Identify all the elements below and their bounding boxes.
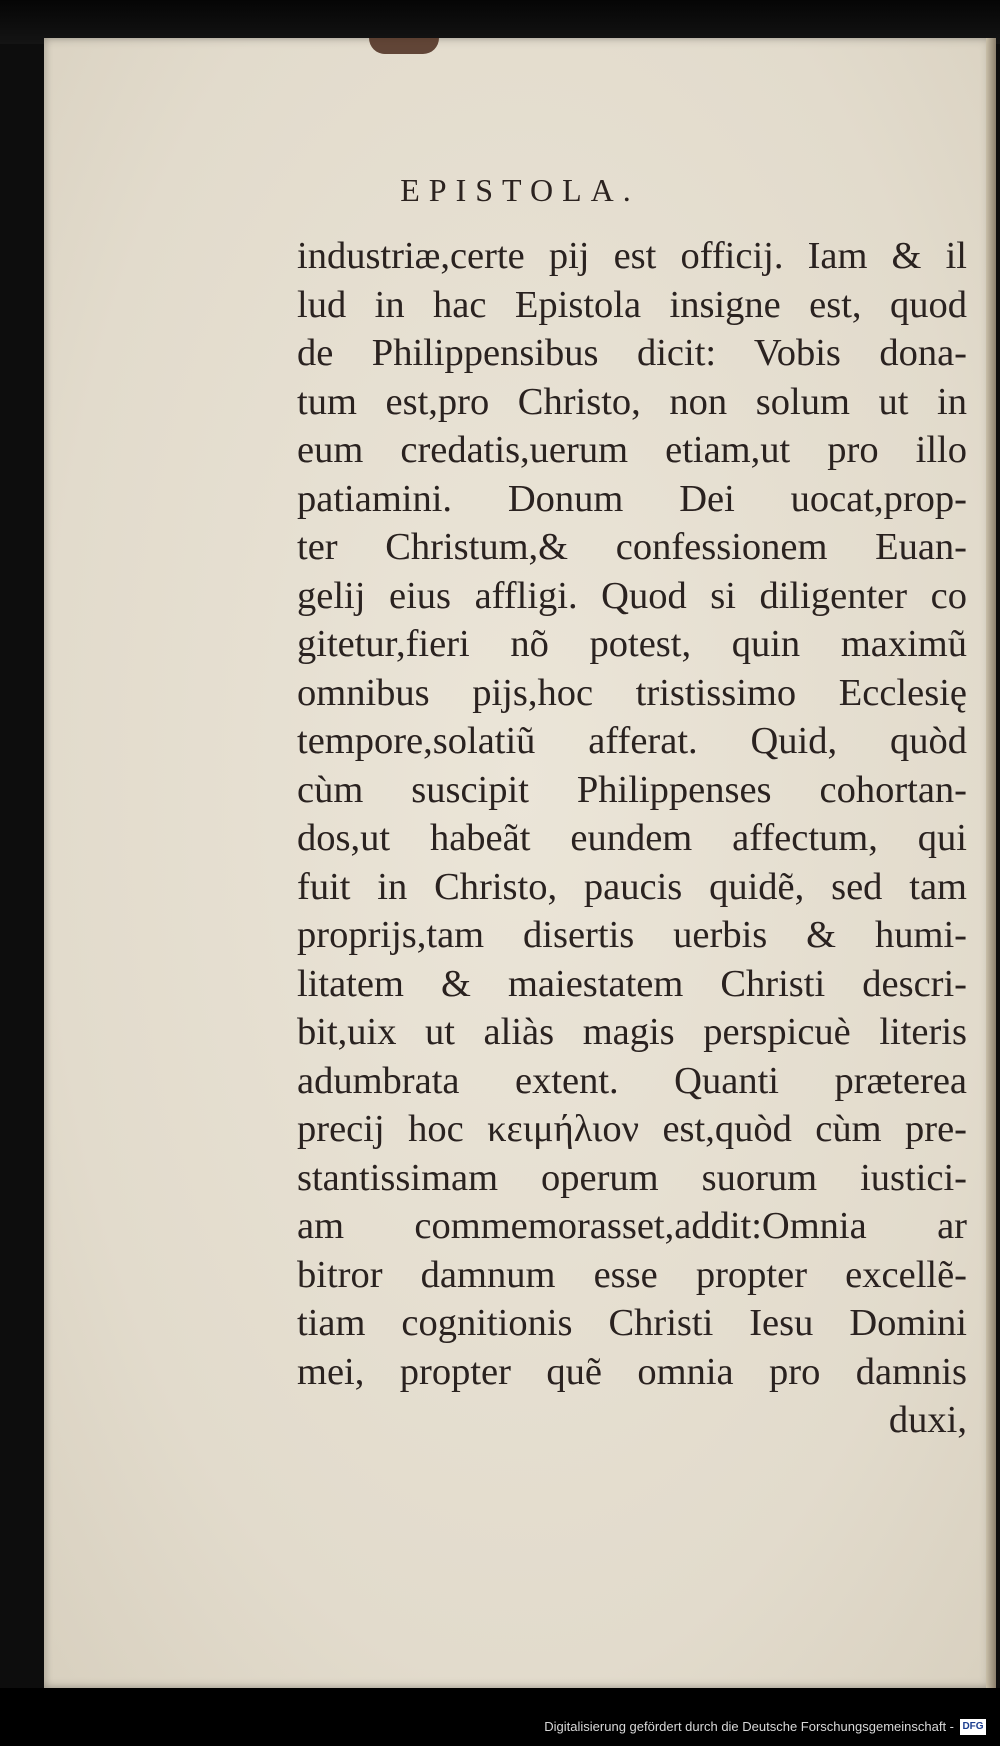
text-line: tempore,solatiũ afferat. Quid, quòd	[297, 720, 967, 762]
text-line: eum credatis,uerum etiam,ut pro illo	[297, 429, 967, 471]
catchword: duxi,	[888, 1399, 967, 1441]
page-stain	[369, 38, 439, 54]
text-line: stantissimam operum suorum iustici-	[297, 1156, 967, 1199]
text-line: gelij eius affligi. Quod si diligenter co	[297, 574, 967, 617]
dfg-logo: DFG	[960, 1719, 986, 1735]
text-line: fuit in Christo, paucis quidẽ, sed tam	[297, 865, 967, 908]
funding-notice: Digitalisierung gefördert durch die Deutsche Forschungsgemeinschaft -	[544, 1719, 954, 1734]
text-line: ter Christum,& confessionem Euan-	[297, 526, 967, 568]
text-line: bit,uix ut aliàs magis perspicuè literis	[297, 1011, 967, 1053]
text-line: mei, propter quẽ omnia pro damnis	[297, 1350, 967, 1393]
text-line: tum est,pro Christo, non solum ut in	[297, 380, 967, 423]
footer-bar	[0, 1688, 1000, 1746]
text-line: dos,ut habeãt eundem affectum, qui	[297, 817, 967, 859]
text-line: patiamini. Donum Dei uocat,prop-	[297, 477, 967, 520]
running-header: EPISTOLA.	[400, 172, 640, 208]
text-line: adumbrata extent. Quanti præterea	[297, 1059, 967, 1102]
text-line: omnibus pijs,hoc tristissimo Ecclesię	[297, 671, 967, 714]
text-line: de Philippensibus dicit: Vobis dona-	[297, 332, 967, 374]
text-line: gitetur,fieri nõ potest, quin maximũ	[297, 623, 967, 665]
text-line: bitror damnum esse propter excellẽ-	[297, 1253, 967, 1296]
page-edge	[986, 38, 996, 1688]
text-line: lud in hac Epistola insigne est, quod	[297, 283, 967, 326]
text-line: precij hoc κειμήλιον est,quòd cùm pre-	[297, 1108, 967, 1150]
text-line: industriæ,certe pij est officij. Iam & il	[297, 235, 967, 277]
body-text	[297, 232, 967, 1445]
text-line: am commemorasset,addit:Omnia ar	[297, 1205, 967, 1247]
text-line: cùm suscipit Philippenses cohortan-	[297, 768, 967, 811]
text-line: proprijs,tam disertis uerbis & humi-	[297, 914, 967, 956]
text-line: litatem & maiestatem Christi descri-	[297, 962, 967, 1005]
text-line: tiam cognitionis Christi Iesu Domini	[297, 1302, 967, 1344]
